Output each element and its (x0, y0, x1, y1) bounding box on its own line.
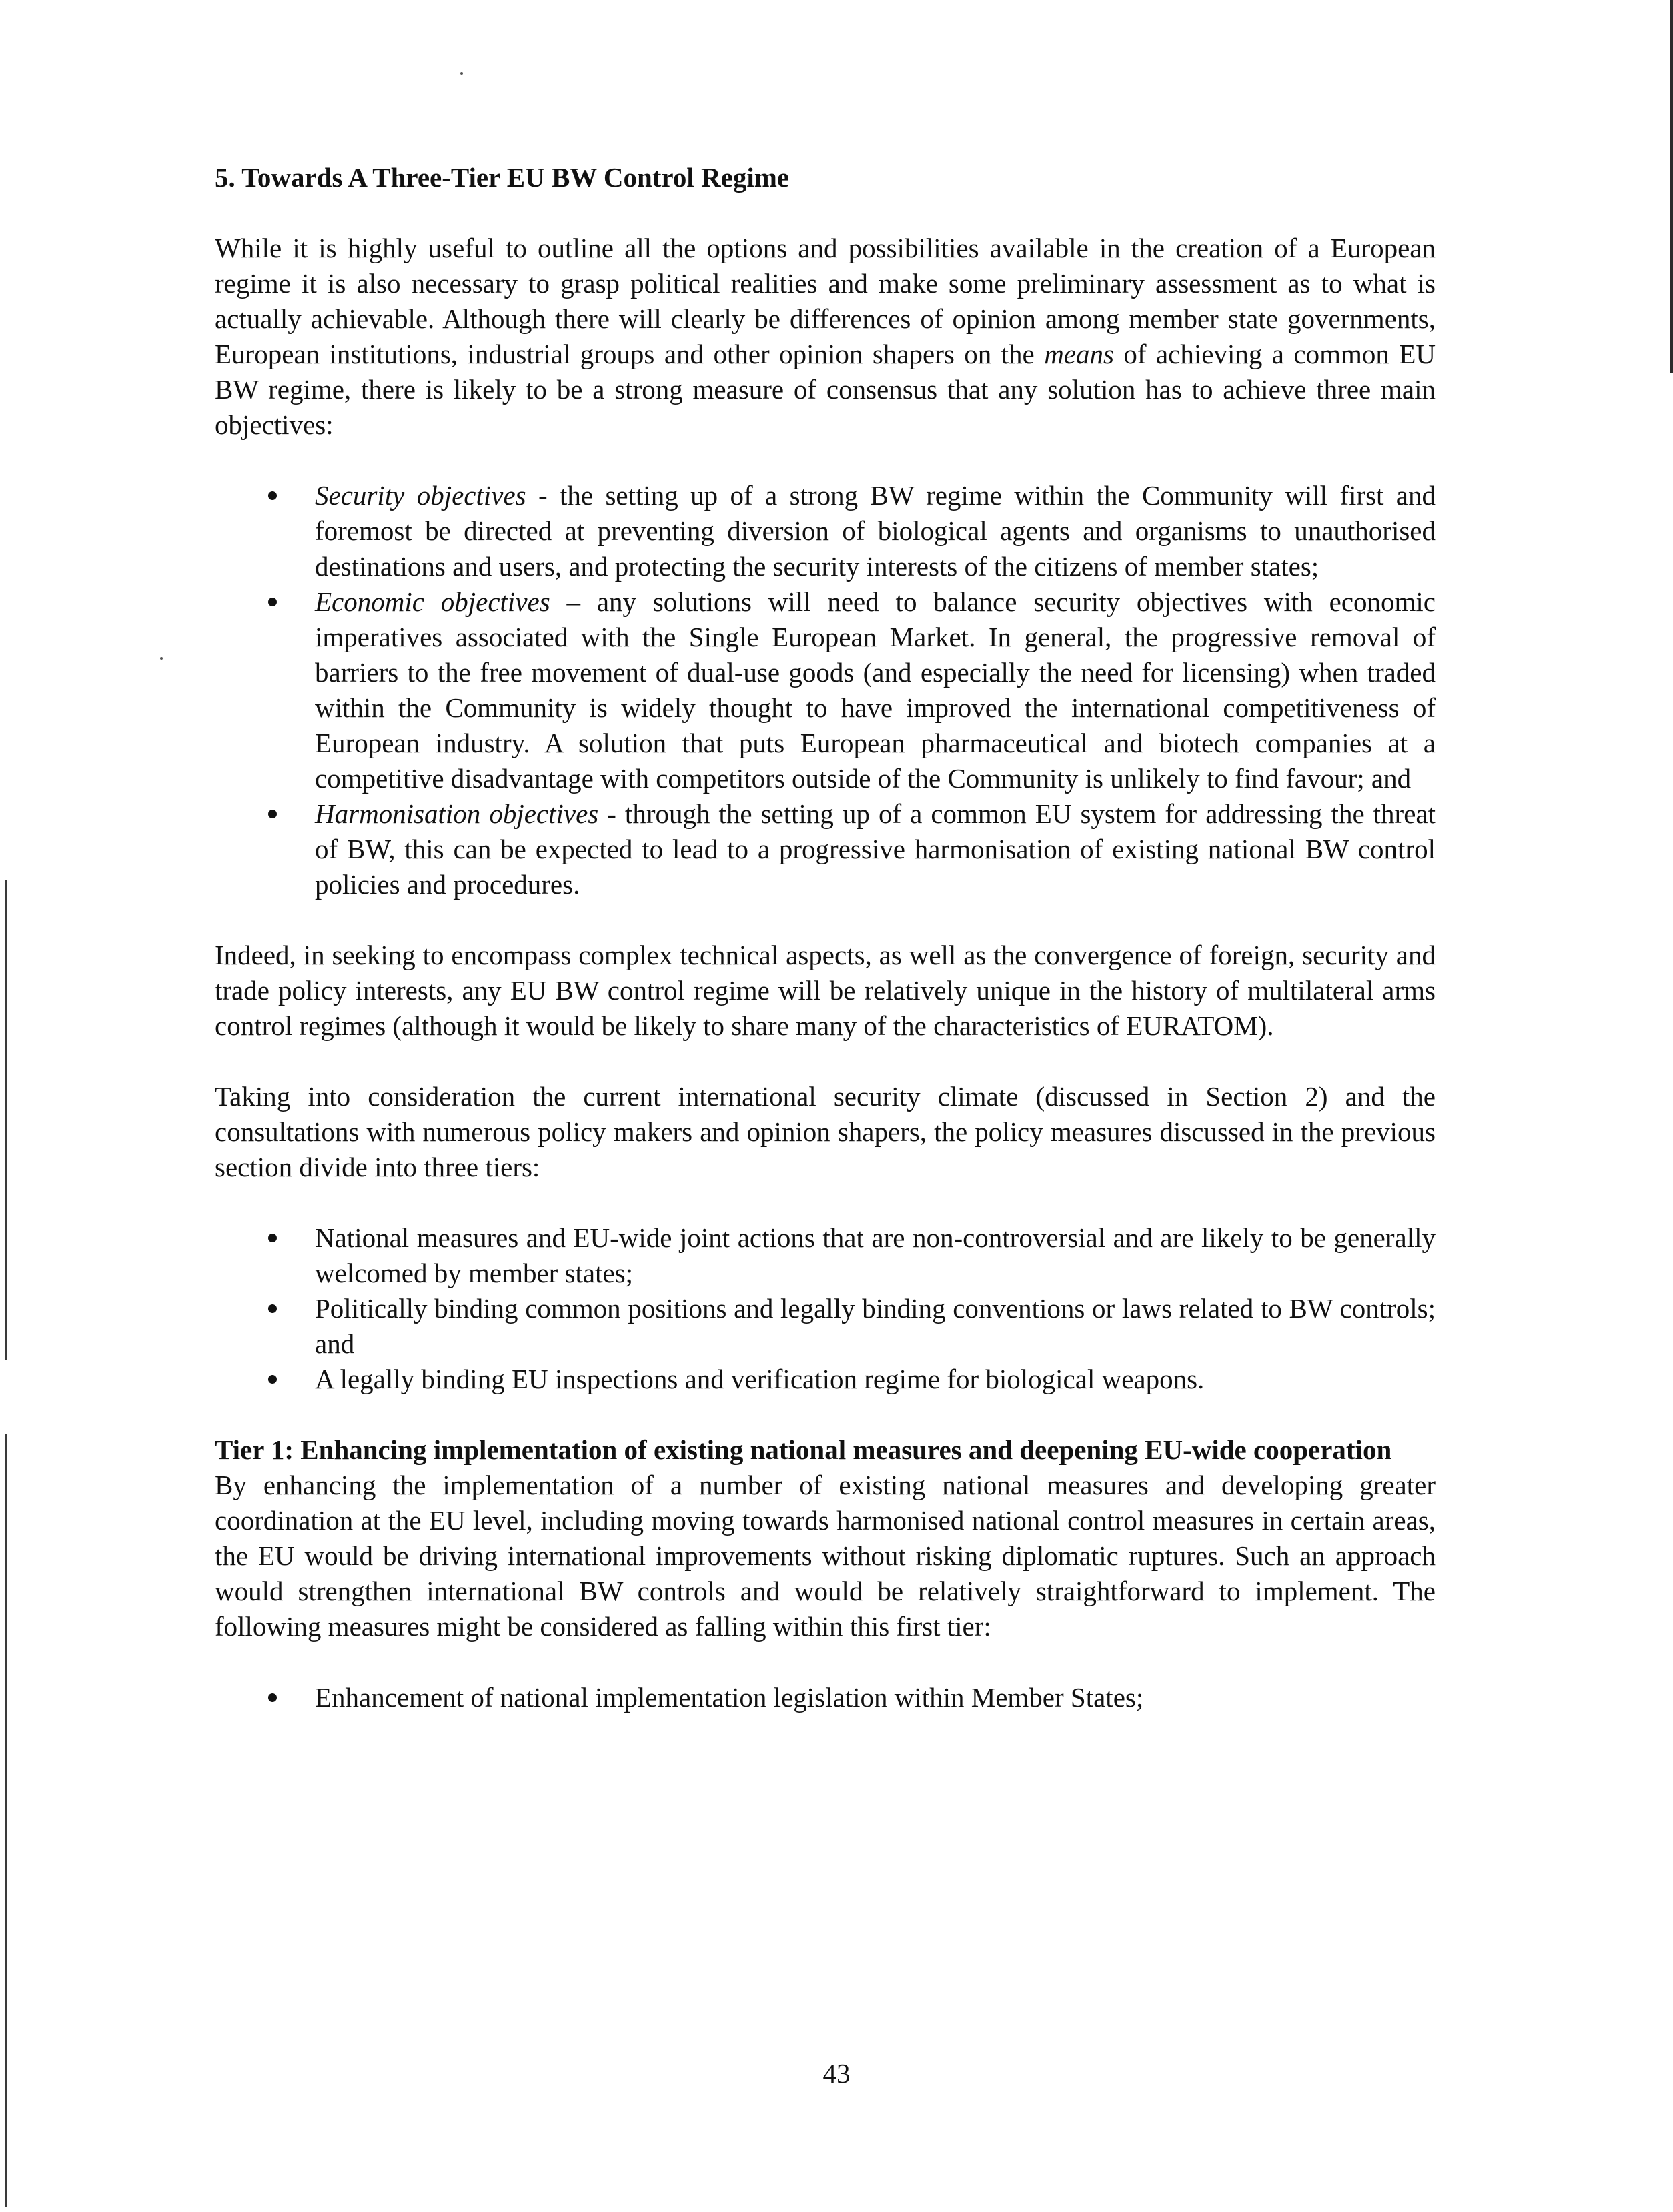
document-page (215, 160, 1436, 1715)
bullet-icon (268, 1693, 277, 1702)
bullet-icon (268, 810, 277, 818)
tiers-list-text: A legally binding EU inspections and verification regime for biological weapons. (315, 1364, 1205, 1394)
objectives-list (215, 478, 1436, 902)
intro-text-part1: While it is highly useful to outline all the options and possibilities available in the creation of a European regime it is also necessary to grasp political realities and make some preliminary assessment as to what is actually achievable. Although there will clearly be differences of opinion among member state governments, European institutions, industrial groups and other opinion shapers on the (215, 233, 1436, 369)
objective-item-security (215, 478, 1436, 584)
objective-term: Harmonisation objectives (315, 798, 599, 829)
bullet-icon (268, 1304, 277, 1313)
objective-text: - through the setting up of a common EU system for addressing the threat of BW, this can be expected to lead to a progressive harmonisation of existing national BW control policies and procedures. (315, 798, 1436, 900)
scan-edge-left-lower (5, 1434, 7, 2207)
bullet-icon (268, 1234, 277, 1242)
objective-text: – any solutions will need to balance security objectives with economic imperatives associated with the Single European Market. In general, the progressive removal of barriers to the free movement of dual-use goods (and especially the need for licensing) when traded within the Community is widely thought to have improved the international competitiveness of European industry. A solution that puts European pharmaceutical and biotech companies at a competitive disadvantage with competitors outside of the Community is unlikely to find favour; and (315, 586, 1436, 794)
tier1-measure-text: Enhancement of national implementation legislation within Member States; (315, 1682, 1144, 1713)
objective-term: Economic objectives (315, 586, 550, 617)
page-number: 43 (822, 2058, 851, 2089)
bullet-icon (268, 491, 277, 500)
scan-speck (160, 657, 163, 660)
scan-edge-right (1670, 0, 1673, 373)
intro-text-part2: of achieving a common EU BW regime, there is likely to be a strong measure of consensus that any solution has to achieve three main objectives: (215, 339, 1436, 440)
objective-text: - the setting up of a strong BW regime within the Community will first and foremost be directed at preventing diversion of biological agents and organisms to unauthorised destinations and users, and protecting the security interests of the citizens of member states; (315, 480, 1436, 582)
tier1-heading: Tier 1: Enhancing implementation of existing national measures and deepening EU-wide cooperation (215, 1434, 1392, 1465)
intro-emphasis-means: means (1044, 339, 1114, 369)
paragraph-indeed: Indeed, in seeking to encompass complex technical aspects, as well as the convergence of foreign, security and trade policy interests, any EU BW control regime will be relatively unique in the history of multilateral arms control regimes (although it would be likely to share many of the characteristics of EURATOM). (215, 940, 1436, 1041)
tier1-measure-item (215, 1680, 1436, 1715)
tiers-list-item (215, 1362, 1436, 1397)
scan-speck (460, 72, 463, 75)
section-heading: 5. Towards A Three-Tier EU BW Control Regime (215, 162, 790, 193)
tiers-list-item (215, 1291, 1436, 1362)
tier1-measures-list (215, 1680, 1436, 1715)
scan-edge-left-upper (5, 880, 7, 1360)
objective-item-economic (215, 584, 1436, 796)
intro-paragraph (215, 231, 1436, 443)
objective-item-harmonisation (215, 796, 1436, 902)
tiers-list-item (215, 1220, 1436, 1291)
bullet-icon (268, 598, 277, 606)
tier1-body: By enhancing the implementation of a number of existing national measures and developing greater coordination at the EU level, including moving towards harmonised national control measures in certain areas, the EU would be driving international improvements without risking diplomatic ruptures. Such an approach would strengthen international BW controls and would be relatively straightforward to implement. The following measures might be considered as falling within this first tier: (215, 1470, 1436, 1642)
bullet-icon (268, 1375, 277, 1384)
tiers-list-text: Politically binding common positions and legally binding conventions or laws related to BW controls; and (315, 1293, 1436, 1359)
objective-term: Security objectives (315, 480, 526, 511)
paragraph-taking: Taking into consideration the current international security climate (discussed in Section 2) and the consultations with numerous policy makers and opinion shapers, the policy measures discussed in the previous section divide into three tiers: (215, 1081, 1436, 1182)
tiers-list (215, 1220, 1436, 1397)
tiers-list-text: National measures and EU-wide joint actions that are non-controversial and are likely to be generally welcomed by member states; (315, 1222, 1436, 1288)
